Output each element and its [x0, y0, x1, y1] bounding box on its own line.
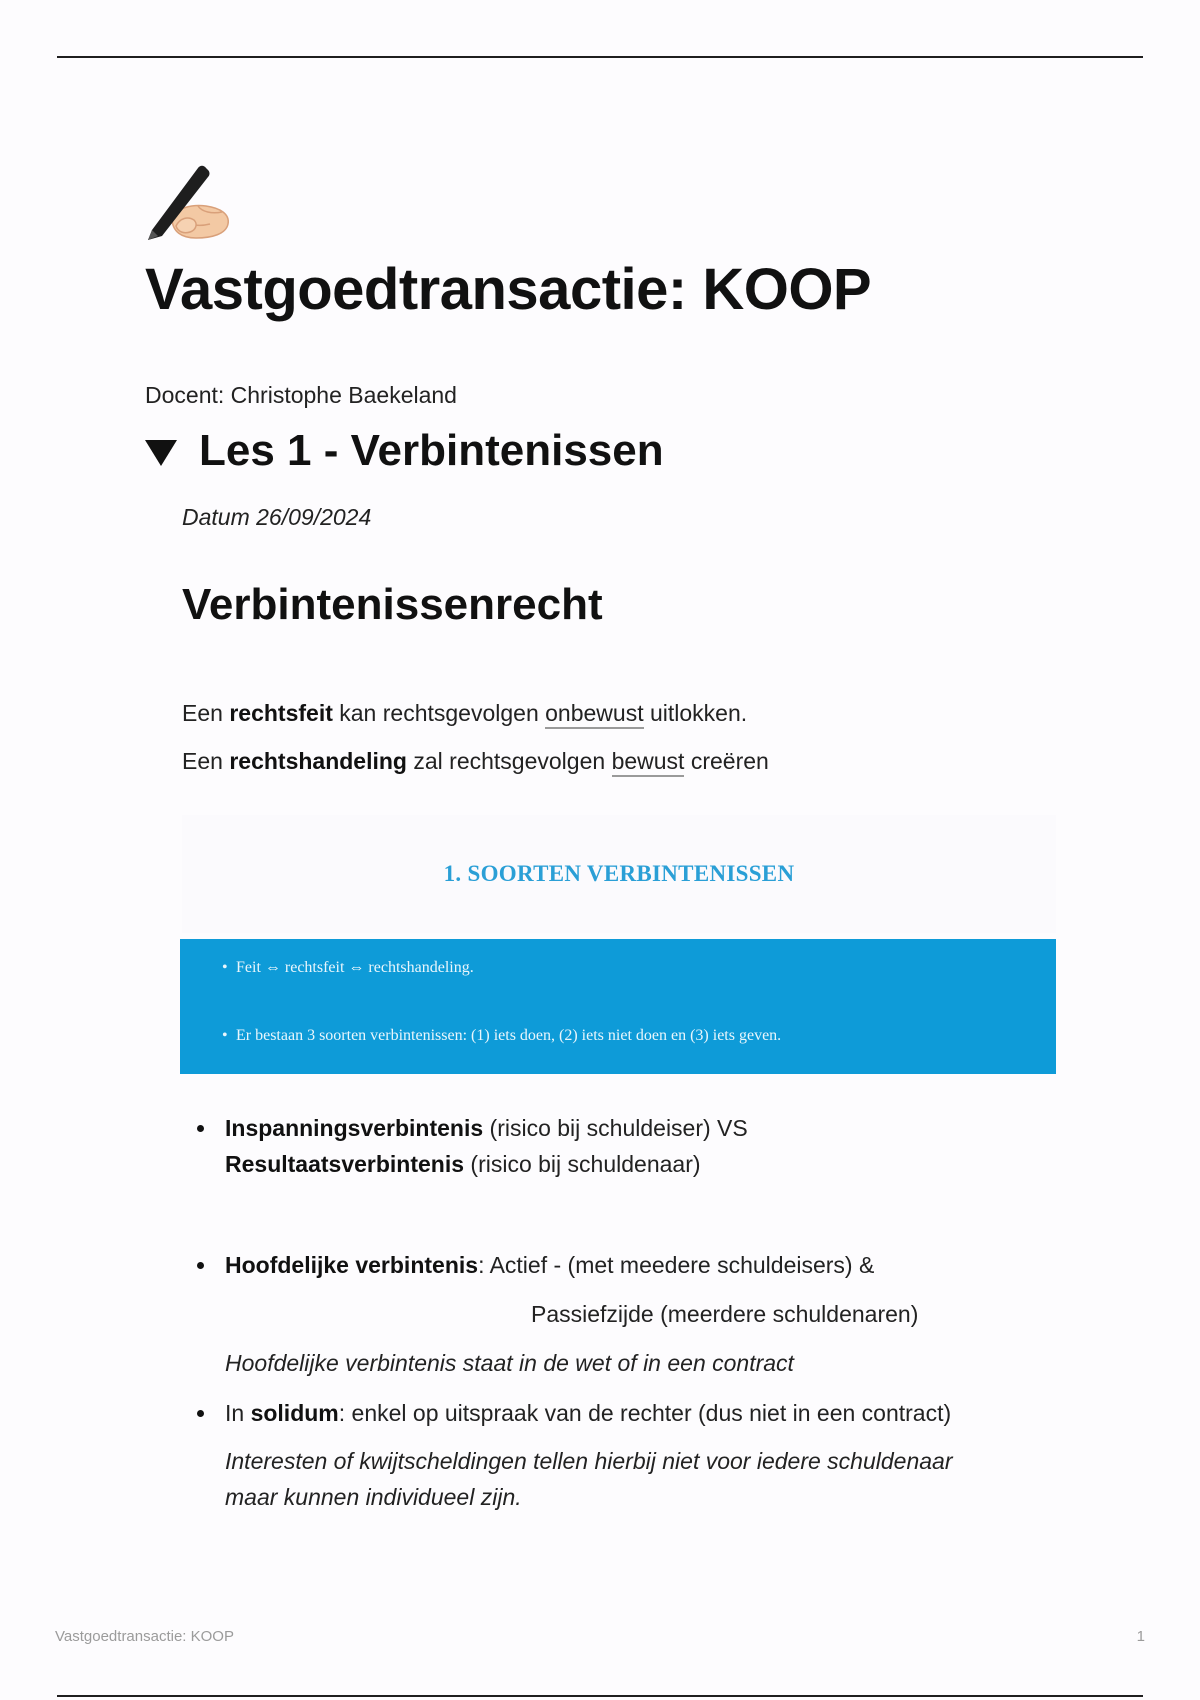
paragraph-rechtshandeling: Een rechtshandeling zal rechtsgevolgen bewust creëren	[182, 748, 769, 775]
footer-title: Vastgoedtransactie: KOOP	[55, 1628, 234, 1645]
list-item-continuation: Resultaatsverbintenis (risico bij schuldenaar)	[225, 1151, 701, 1177]
section-heading: Verbintenissenrecht	[182, 580, 603, 629]
list-item: In solidum: enkel op uitspraak van de rechter (dus niet in een contract)	[225, 1395, 951, 1431]
slide-heading: 1. SOORTEN VERBINTENISSEN	[443, 861, 795, 886]
datum-line: Datum 26/09/2024	[182, 504, 372, 530]
slide-line-2: • Er bestaan 3 soorten verbintenissen: (1) iets doen, (2) iets niet doen en (3) iets geven.	[222, 1027, 782, 1044]
list-item: Hoofdelijke verbintenis: Actief - (met meedere schuldeisers) &	[225, 1247, 874, 1283]
list-item-continuation: Passiefzijde (meerdere schuldenaren)	[531, 1301, 919, 1327]
toggle-les-1[interactable]	[145, 426, 664, 476]
docent-line: Docent: Christophe Baekeland	[145, 382, 457, 408]
list-item-note: maar kunnen individueel zijn.	[225, 1484, 522, 1510]
slide-image-box	[180, 939, 1056, 1074]
page-title: Vastgoedtransactie: KOOP	[145, 257, 872, 322]
paragraph-rechtsfeit: Een rechtsfeit kan rechtsgevolgen onbewust uitlokken.	[182, 700, 747, 727]
slide-line-1: • Feit ⇔ rechtsfeit ⇔ rechtshandeling.	[222, 959, 474, 976]
top-divider	[57, 56, 1143, 58]
page-number: 1	[1136, 1628, 1145, 1645]
bullet-dot	[197, 1410, 204, 1417]
bullet-dot	[197, 1125, 204, 1132]
slide-image-header	[182, 815, 1056, 933]
triangle-down-icon[interactable]	[145, 440, 177, 466]
writing-hand-icon	[142, 160, 234, 244]
bottom-divider	[57, 1695, 1143, 1697]
list-item: Inspanningsverbintenis (risico bij schuldeiser) VS	[225, 1110, 748, 1146]
toggle-title: Les 1 - Verbintenissen	[199, 426, 664, 475]
bullet-dot	[197, 1262, 204, 1269]
list-item-note: Hoofdelijke verbintenis staat in de wet of in een contract	[225, 1350, 794, 1376]
list-item-note: Interesten of kwijtscheldingen tellen hierbij niet voor iedere schuldenaar	[225, 1448, 953, 1474]
